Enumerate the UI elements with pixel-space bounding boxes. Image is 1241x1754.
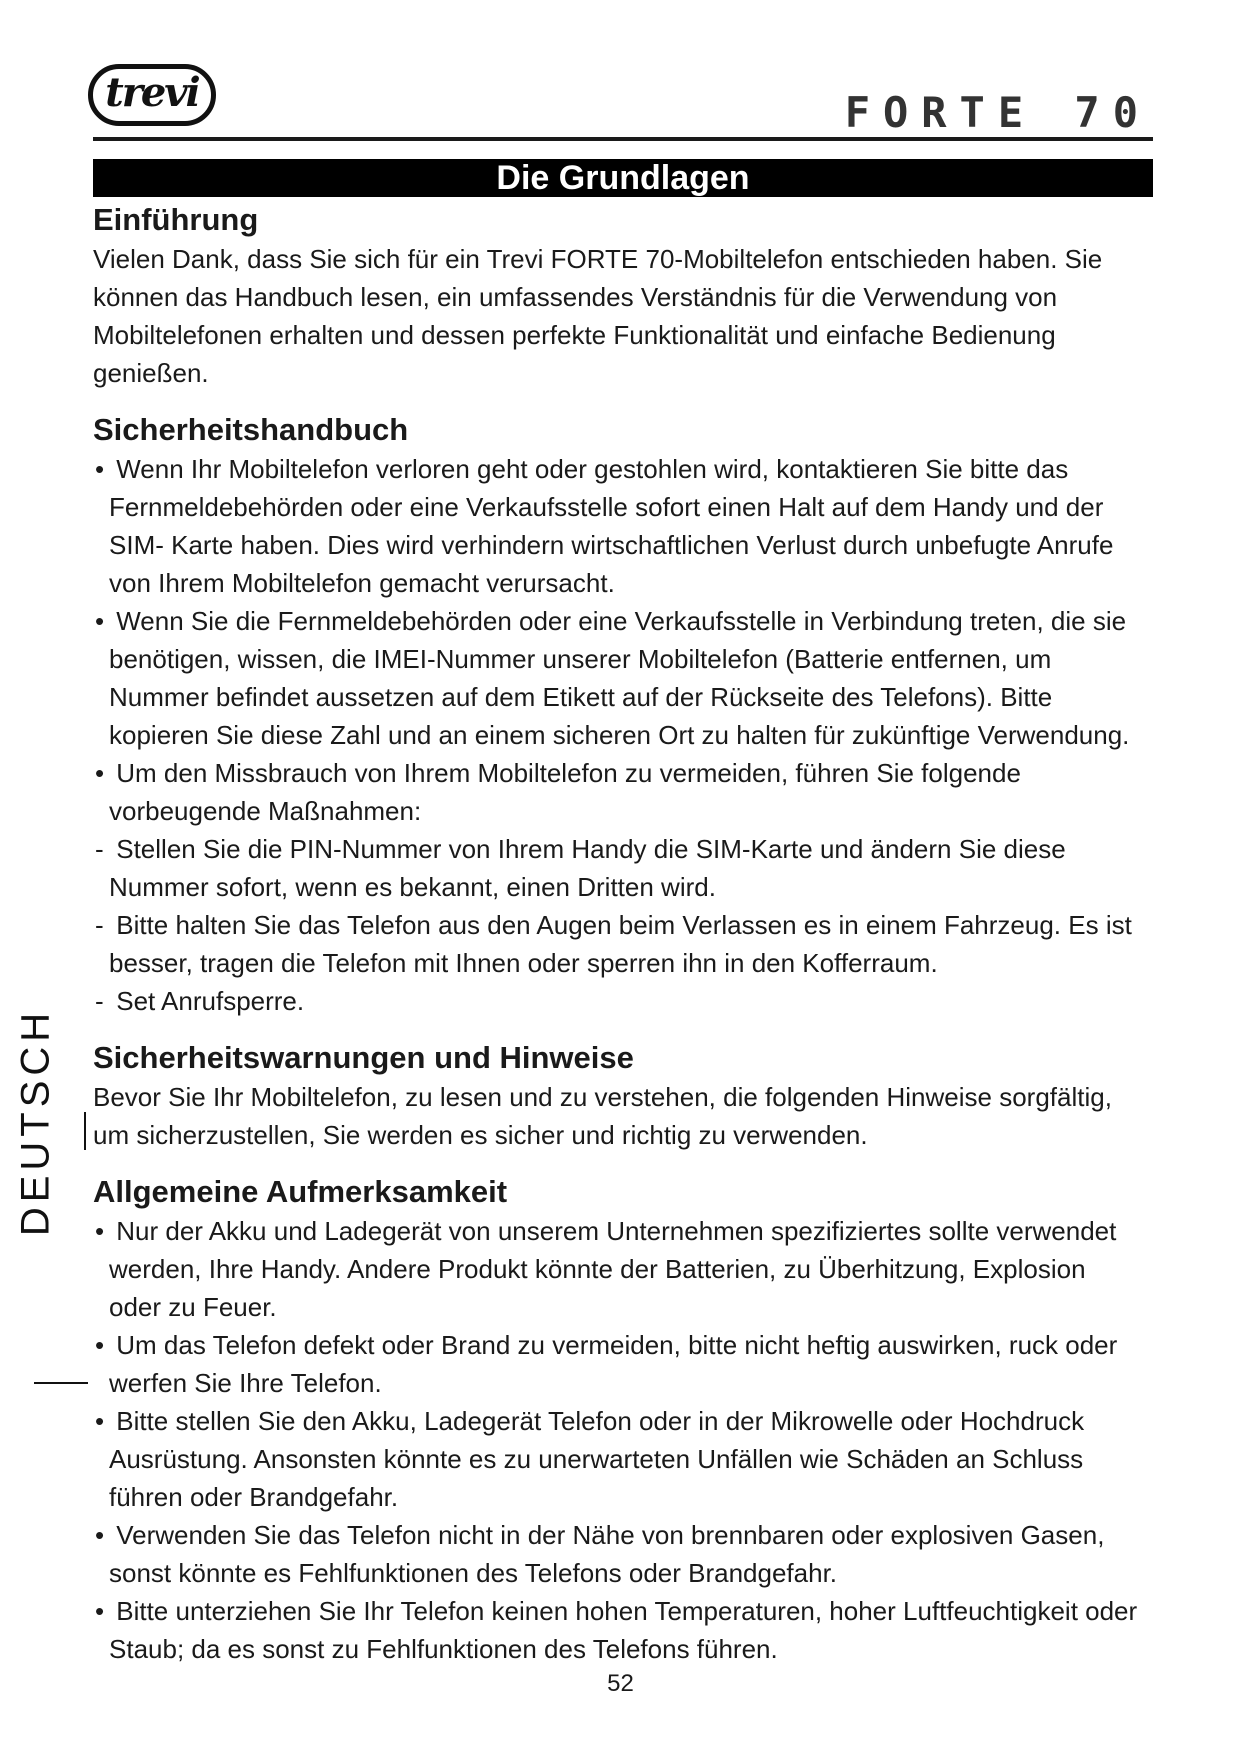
list-item: - Set Anrufsperre.	[95, 986, 305, 1016]
list-item: • Um den Missbrauch von Ihrem Mobiltelefon zu vermeiden, führen Sie folgende vorbeugende Maßnahmen:	[95, 758, 1021, 826]
section-heading-general: Allgemeine Aufmerksamkeit	[93, 1174, 508, 1209]
list-item: • Verwenden Sie das Telefon nicht in der Nähe von brennbaren oder explosiven Gasen, sonst könnte es Fehlfunktionen des Telefons oder Brandgefahr.	[95, 1520, 1105, 1588]
page-number: 52	[607, 1670, 634, 1697]
list-item: • Um das Telefon defekt oder Brand zu vermeiden, bitte nicht heftig auswirken, ruck oder werfen Sie Ihre Telefon.	[95, 1330, 1118, 1398]
list-item: • Wenn Sie die Fernmeldebehörden oder eine Verkaufsstelle in Verbindung treten, die sie benötigen, wissen, die IMEI-Nummer unserer Mobiltelefon (Batterie entfernen, um Nummer befindet aussetzen auf dem Etikett auf der Rückseite des Telefons). Bitte kopieren Sie diese Zahl und an einem sicheren Ort zu halten für zukünftige Verwendung.	[95, 606, 1130, 750]
general-attention-list	[93, 1212, 1143, 1668]
chapter-banner: Die Grundlagen	[93, 159, 1153, 197]
header-rule	[93, 137, 1153, 141]
section-heading-intro: Einführung	[93, 202, 259, 237]
language-side-label: DEUTSCH	[13, 1007, 58, 1237]
list-item: • Bitte unterziehen Sie Ihr Telefon keinen hohen Temperaturen, hoher Luftfeuchtigkeit oder Staub; da es sonst zu Fehlfunktionen des Telefons führen.	[95, 1596, 1138, 1664]
section-heading-safety-manual: Sicherheitshandbuch	[93, 412, 409, 447]
warnings-paragraph: Bevor Sie Ihr Mobiltelefon, zu lesen und zu verstehen, die folgenden Hinweise sorgfältig, um sicherzustellen, Sie werden es sicher und richtig zu verwenden.	[93, 1082, 1112, 1150]
page-content	[93, 200, 1143, 1668]
list-item: • Bitte stellen Sie den Akku, Ladegerät Telefon oder in der Mikrowelle oder Hochdruck Ausrüstung. Ansonsten könnte es zu unerwarteten Unfällen wie Schäden an Schluss führen oder Brandgefahr.	[95, 1406, 1085, 1512]
model-name: FORTE 70	[844, 88, 1151, 137]
list-item: - Stellen Sie die PIN-Nummer von Ihrem Handy die SIM-Karte und ändern Sie diese Nummer sofort, wenn es bekannt, einen Dritten wird.	[95, 834, 1066, 902]
safety-manual-list	[93, 450, 1143, 1020]
trevi-logo	[88, 64, 216, 126]
side-tick-bottom	[34, 1382, 88, 1384]
list-item: • Nur der Akku und Ladegerät von unserem Unternehmen spezifiziertes sollte verwendet werden, Ihre Handy. Andere Produkt könnte der Batterien, zu Überhitzung, Explosion oder zu Feuer.	[95, 1216, 1117, 1322]
side-tick-top	[84, 1112, 86, 1150]
list-item: - Bitte halten Sie das Telefon aus den Augen beim Verlassen es in einem Fahrzeug. Es ist besser, tragen die Telefon mit Ihnen oder sperren ihn in den Kofferraum.	[95, 910, 1132, 978]
intro-paragraph: Vielen Dank, dass Sie sich für ein Trevi FORTE 70-Mobiltelefon entschieden haben. Sie können das Handbuch lesen, ein umfassendes Verständnis für die Verwendung von Mobiltelefonen erhalten und dessen perfekte Funktionalität und einfache Bedienung genießen.	[93, 244, 1103, 388]
section-heading-warnings: Sicherheitswarnungen und Hinweise	[93, 1040, 634, 1075]
logo-text: trevi	[105, 69, 199, 116]
list-item: • Wenn Ihr Mobiltelefon verloren geht oder gestohlen wird, kontaktieren Sie bitte das Fernmeldebehörden oder eine Verkaufsstelle sofort einen Halt auf dem Handy und der SIM- Karte haben. Dies wird verhindern wirtschaftlichen Verlust durch unbefugte Anrufe von Ihrem Mobiltelefon gemacht verursacht.	[95, 454, 1114, 598]
